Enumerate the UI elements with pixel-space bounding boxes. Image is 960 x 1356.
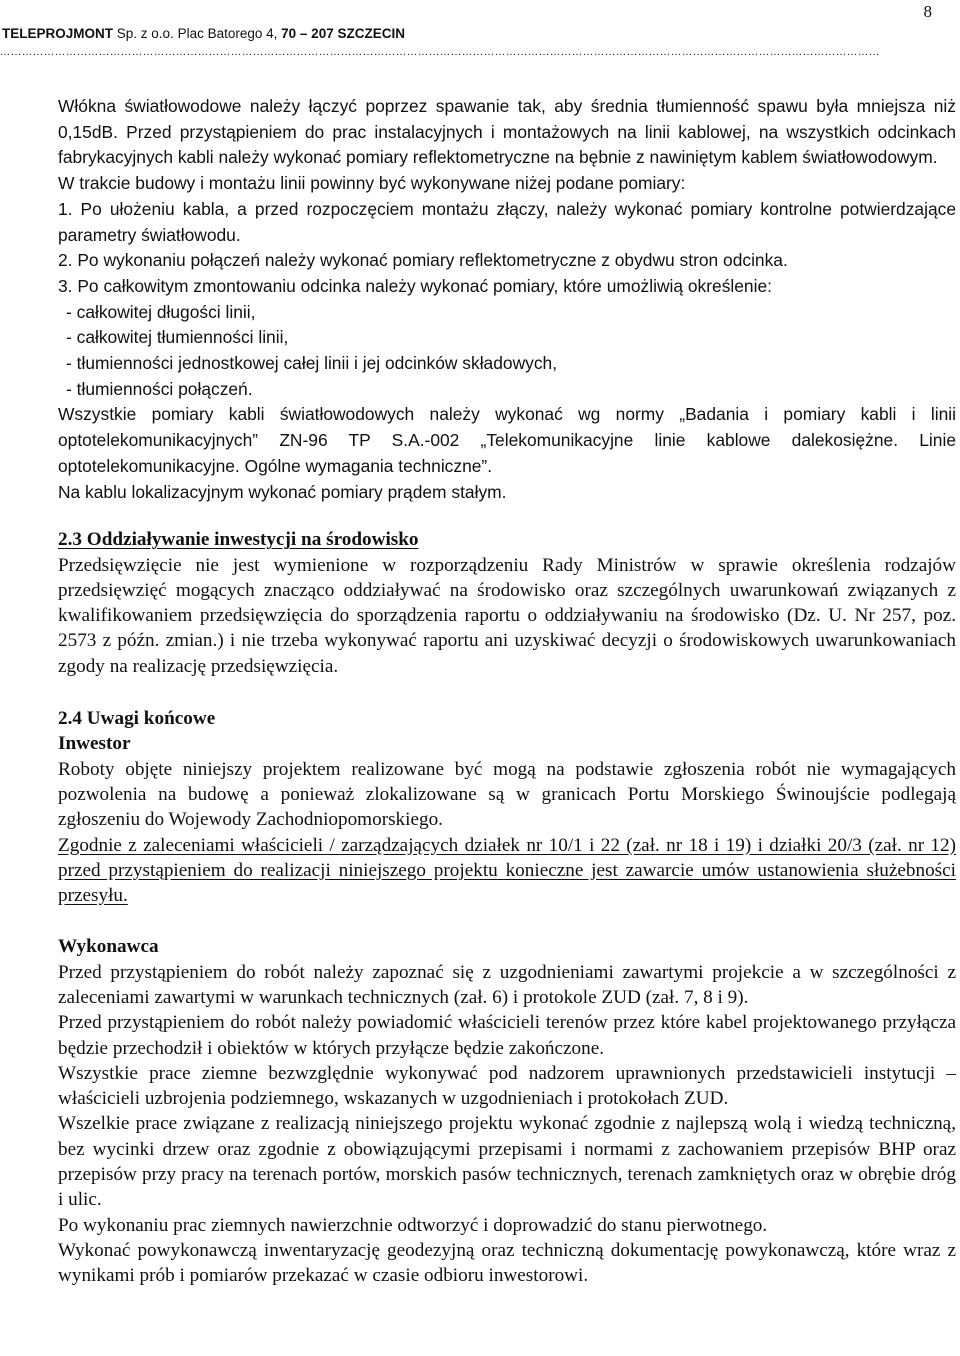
- measurement-sub-item: - tłumienności jednostkowej całej linii i jej odcinków składowych,: [66, 353, 558, 374]
- page-number: 8: [923, 2, 932, 21]
- contractor-paragraph: Wszelkie prace związane z realizacją niniejszego projektu wykonać zgodnie z najlepszą wolą i wiedzą techniczną, bez wycinki drzew oraz zgodnie z obowiązującymi przepisami i normami z zachowaniem przepisów BHP oraz przepisów przy pracy na terenach portów, morskich pasów technicznych, terenach zamkniętych oraz w obrębie dróg i ulic.: [58, 1113, 956, 1211]
- company-postcode: 70 – 207 SZCZECIN: [281, 26, 405, 41]
- section-heading-2-3: 2.3 Oddziaływanie inwestycji na środowisko: [58, 529, 419, 551]
- measurement-item-1: 1. Po ułożeniu kabla, a przed rozpoczęciem montażu złączy, należy wykonać pomiary kontrolne potwierdzające parametry światłowodu.: [58, 198, 956, 245]
- company-name: TELEPROJMONT: [2, 26, 114, 41]
- section-heading-2-4: 2.4 Uwagi końcowe: [58, 708, 216, 730]
- contractor-paragraph: Przed przystąpieniem do robót należy zapoznać się z uzgodnieniami zawartymi projekcie a w szczególności z zaleceniami zawartymi w warunkach technicznych (zał. 6) i protokole ZUD (zał. 7, 8 i 9).: [58, 961, 956, 1008]
- company-address: Sp. z o.o. Plac Batorego 4,: [116, 26, 278, 41]
- contractor-paragraph: Wszystkie prace ziemne bezwzględnie wykonywać pod nadzorem uprawnionych przedstawicieli instytucji – właścicieli uzbrojenia podziemnego, wskazanych w uzgodnieniach i protokołach ZUD.: [58, 1062, 956, 1110]
- measurement-sub-item: - tłumienności połączeń.: [66, 378, 253, 399]
- measurements-intro: W trakcie budowy i montażu linii powinny być wykonywane niżej podane pomiary:: [58, 173, 686, 194]
- page-header: [2, 26, 942, 41]
- investor-heading: Inwestor: [58, 733, 131, 755]
- contractor-paragraph: Przed przystąpieniem do robót należy powiadomić właścicieli terenów przez które kabel projektowanego przyłącza będzie przechodził i obiektów w których przyłącze będzie zakończone.: [58, 1012, 956, 1059]
- locator-cable-paragraph: Na kablu lokalizacyjnym wykonać pomiary prądem stałym.: [58, 481, 507, 502]
- measurement-standards-paragraph: Wszystkie pomiary kabli światłowodowych należy wykonać wg normy „Badania i pomiary kabli i linii optotelekomunikacyjnych” ZN-96 TP S.A.-002 „Telekomunikacyjne linie kablowe dalekosiężne. Linie optotelekomunikacyjne. Ogólne wymagania techniczne”.: [58, 404, 956, 476]
- investor-paragraph: Roboty objęte niniejszy projektem realizowane być mogą na podstawie zgłoszenia robót nie wymagających pozwolenia na budowę a ponieważ zlokalizowane są w granicach Portu Morskiego Świnoujście podlegają zgłoszeniu do Wojewody Zachodniopomorskiego.: [58, 758, 956, 831]
- contractor-paragraph: Po wykonaniu prac ziemnych nawierzchnie odtworzyć i doprowadzić do stanu pierwotnego.: [58, 1214, 768, 1236]
- measurement-item-2: 2. Po wykonaniu połączeń należy wykonać pomiary reflektometryczne z obydwu stron odcinka.: [58, 250, 788, 271]
- fiber-splicing-paragraph: Włókna światłowodowe należy łączyć poprzez spawanie tak, aby średnia tłumienność spawu była mniejsza niż 0,15dB. Przed przystąpieniem do prac instalacyjnych i montażowych na linii kablowej, na wszystkich odcinkach fabrykacyjnych kabli należy wykonać pomiary reflektometryczne na bębnie z nawiniętym kablem światłowodowym.: [58, 96, 956, 168]
- investor-easement-paragraph: Zgodnie z zaleceniami właścicieli / zarządzających działek nr 10/1 i 22 (zał. nr 18 i 19) i działki 20/3 (zał. nr 12) przed przystąpieniem do realizacji niniejszego projektu konieczne jest zawarcie umów ustanowienia służebności przesyłu.: [58, 834, 956, 907]
- measurement-sub-item: - całkowitej długości linii,: [66, 301, 256, 322]
- measurement-sub-item: - całkowitej tłumienności linii,: [66, 327, 289, 348]
- contractor-heading: Wykonawca: [58, 936, 159, 958]
- document-body: [58, 94, 956, 1289]
- contractor-paragraph: Wykonać powykonawczą inwentaryzację geodezyjną oraz techniczną dokumentację powykonawczą, które wraz z wynikami prób i pomiarów przekazać w czasie odbioru inwestorowi.: [58, 1239, 956, 1287]
- environment-paragraph: Przedsięwzięcie nie jest wymienione w rozporządzeniu Rady Ministrów w sprawie określenia rodzajów przedsięwzięć mogących znacząco oddziaływać na środowisko oraz szczególnych uwarunkowań związanych z kwalifikowaniem przedsięwzięcia do sporządzenia raportu o oddziaływaniu na środowisko (Dz. U. Nr 257, poz. 2573 z późn. zmian.) i nie trzeba wykonywać raportu ani uzyskiwać decyzji o środowiskowych uwarunkowaniach zgody na realizację przedsięwzięcia.: [58, 554, 956, 677]
- measurement-item-3: 3. Po całkowitym zmontowaniu odcinka należy wykonać pomiary, które umożliwią określenie:: [58, 275, 772, 296]
- header-dotted-rule: ……………………………………………………………………………………………………………………………………………………………………………………………………………………: [0, 47, 880, 58]
